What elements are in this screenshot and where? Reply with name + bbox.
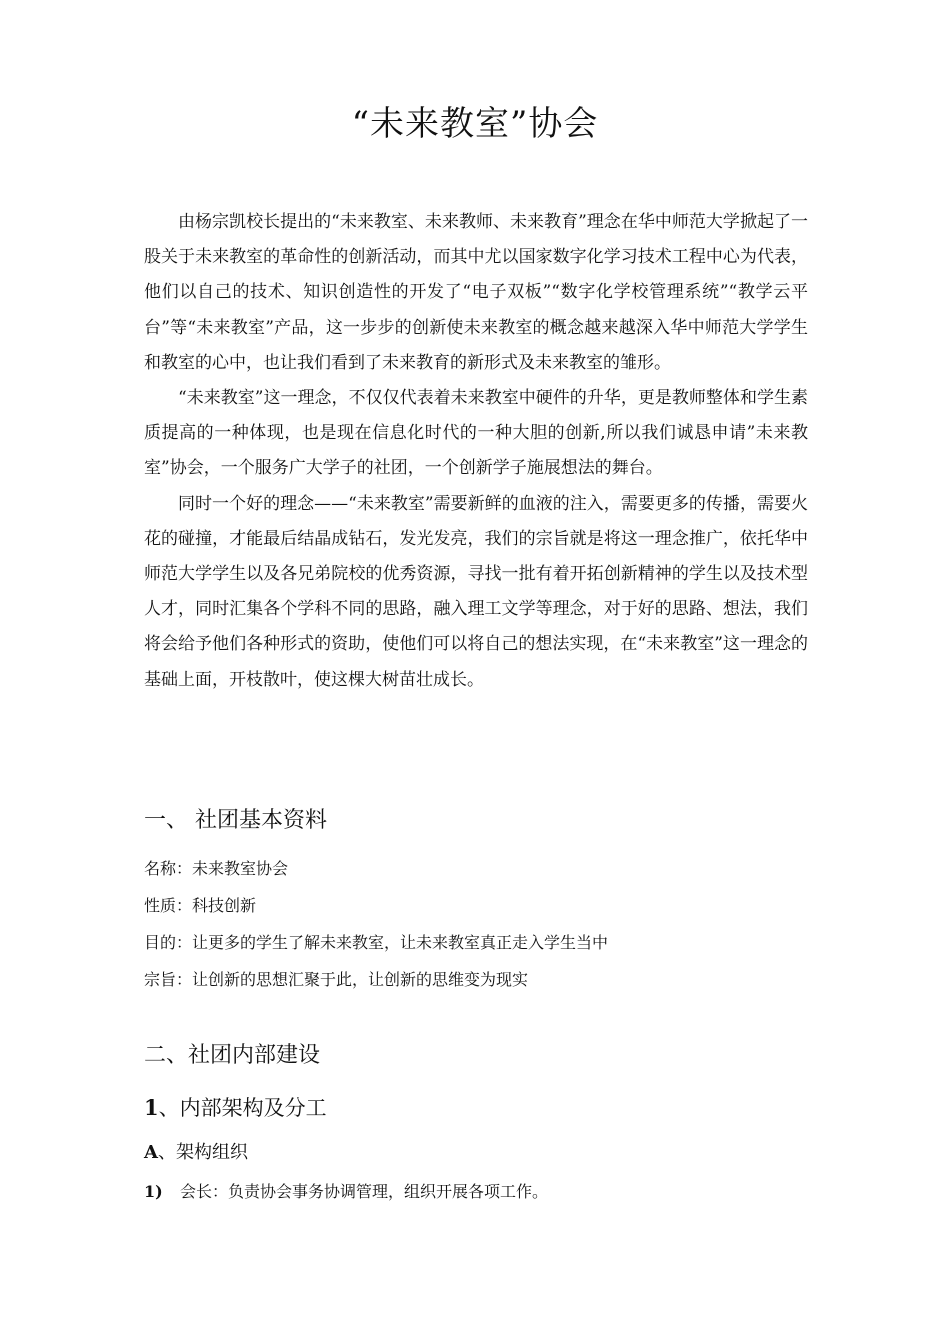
list-item-1-text: 会长：负责协会事务协调管理，组织开展各项工作。 [180,1182,549,1201]
intro-paragraph-1: 由杨宗凯校长提出的“未来教室、未来教师、未来教育”理念在华中师范大学掀起了一股关于未来教室的革命性的创新活动，而其中尤以国家数字化学习技术工程中心为代表，他们以自己的技术、知识创造性的开发了“电子双板”“数字化学校管理系统”“教学云平台”等“未来教室”产品，这一步步的创新使未来教室的概念越来越深入华中师范大学学生和教室的心中，也让我们看到了未来教育的新形式及未来教室的雏形。 [144,212,808,373]
document-title: “未来教室”协会 [351,104,599,144]
list-item-1-number: 1) [144,1182,163,1201]
subsection-a-letter: A [144,1142,158,1163]
subsection-1-number: 1 [144,1095,159,1120]
club-purpose: 目的：让更多的学生了解未来教室，让未来教室真正走入学生当中 [144,933,609,952]
intro-section [144,205,808,698]
section1-heading: 一、 社团基本资料 [144,808,327,833]
club-nature: 性质：科技创新 [144,896,257,915]
list-item-1 [144,1180,548,1204]
intro-paragraph-3: 同时一个好的理念——“未来教室”需要新鲜的血液的注入，需要更多的传播，需要火花的碰撞，才能最后结晶成钻石，发光发亮，我们的宗旨就是将这一理念推广，依托华中师范大学学生以及各兄弟院校的优秀资源，寻找一批有着开拓创新精神的学生以及技术型人才，同时汇集各个学科不同的思路，融入理工文学等理念，对于好的思路、想法，我们将会给予他们各种形式的资助，使他们可以将自己的想法实现，在“未来教室”这一理念的基础上面，开枝散叶，使这棵大树苗壮成长。 [144,493,808,690]
subsection-a-text: 、架构组织 [157,1142,248,1163]
club-tenet: 宗旨：让创新的思想汇聚于此，让创新的思维变为现实 [144,970,529,989]
club-name: 名称：未来教室协会 [144,859,289,878]
subsection-a-heading [144,1140,248,1166]
subsection-1-heading [144,1093,327,1123]
intro-paragraph-2: “未来教室”这一理念，不仅仅代表着未来教室中硬件的升华，更是教师整体和学生素质提高的一种体现，也是现在信息化时代的一种大胆的创新,所以我们诚恳申请”未来教室”协会，一个服务广大学子的社团，一个创新学子施展想法的舞台。 [144,388,808,479]
subsection-1-text: 、内部架构及分工 [158,1096,327,1120]
section2-heading: 二、社团内部建设 [144,1043,321,1068]
